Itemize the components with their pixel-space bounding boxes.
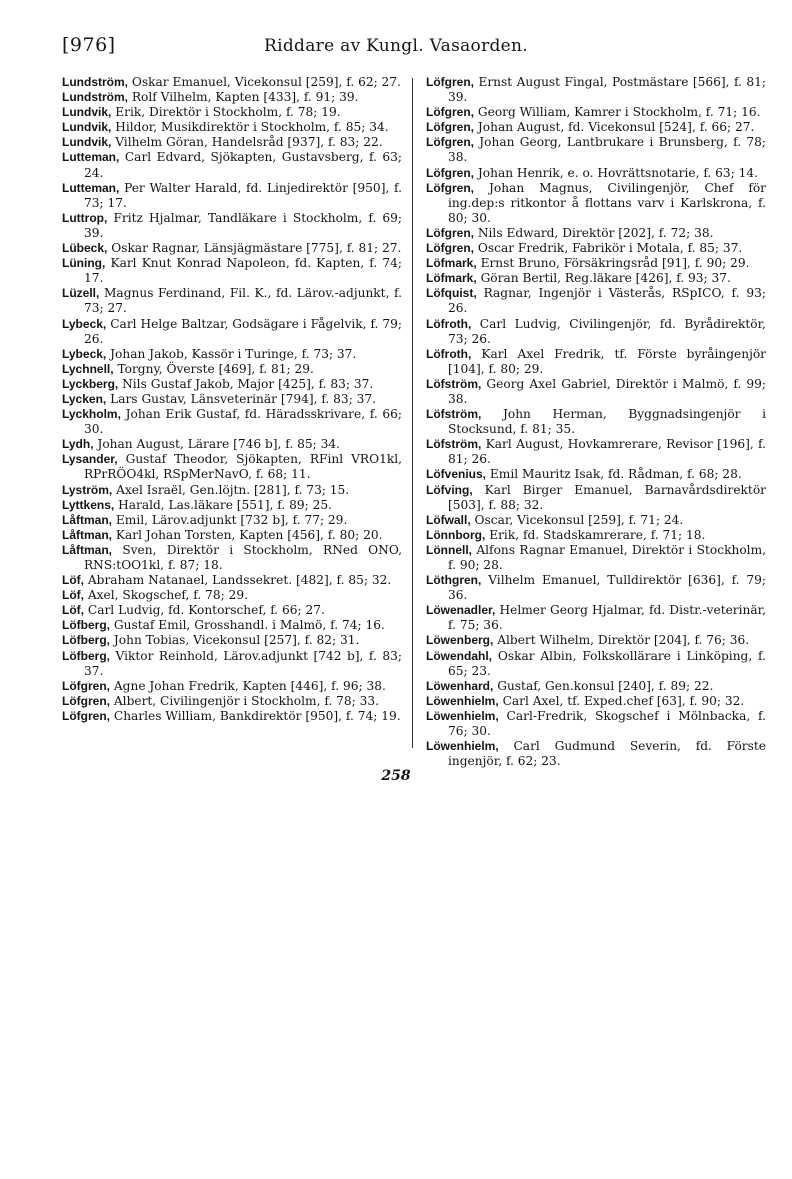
entry-surname: Löwenhielm, [426,739,499,754]
register-entry [426,467,766,482]
entry-details: Magnus Ferdinand, Fil. K., fd. Lärov.-adjunkt, f. 73; 27. [84,286,403,316]
entry-surname: Löfberg, [62,618,110,633]
entry-details: Oskar Ragnar, Länsjägmästare [775], f. 81; 27. [111,241,402,256]
entry-details: Gustaf Theodor, Sjökapten, RFinl VRO1kl, RPrRÖO4kl, RSpMerNavO, f. 68; 11. [84,452,403,482]
entry-surname: Löfgren, [426,165,474,180]
register-entry [426,120,766,135]
entry-surname: Löfgren, [62,678,110,693]
entry-surname: Löwenadler, [426,603,496,618]
entry-details: John Herman, Byggnadsingenjör i Stocksund, f. 81; 35. [448,407,767,437]
entry-surname: Lysander, [62,452,118,467]
entry-details: Karl Birger Emanuel, Barnavårdsdirektör [503], f. 88; 32. [448,482,766,512]
entry-details: Carl Axel, tf. Exped.chef [63], f. 90; 32. [502,693,745,708]
entry-details: Harald, Las.läkare [551], f. 89; 25. [118,497,332,512]
entry-details: Göran Bertil, Reg.läkare [426], f. 93; 37. [480,271,731,286]
entry-details: Karl Johan Torsten, Kapten [456], f. 80; 20. [115,527,383,542]
entry-details: Axel, Skogschef, f. 78; 29. [87,588,248,603]
entry-details: Vilhelm Göran, Handelsråd [937], f. 83; 22. [115,135,383,150]
entry-details: Johan Henrik, e. o. Hovrättsnotarie, f. 63; 14. [477,165,759,180]
register-entry [426,739,766,769]
entry-surname: Låftman, [62,527,113,542]
register-entry [426,271,766,286]
entry-surname: Löfström, [426,407,482,422]
entry-details: Ernst August Fingal, Postmästare [566], f. 81; 39. [448,75,767,105]
register-entry [426,603,766,633]
register-entry [62,649,402,679]
entry-surname: Lycken, [62,391,107,406]
entry-details: Hildor, Musikdirektör i Stockholm, f. 85; 34. [115,120,389,135]
entry-details: Carl Gudmund Severin, fd. Förste ingenjör, f. 62; 23. [448,739,766,769]
register-entry [426,649,766,679]
entry-surname: Löwendahl, [426,648,492,663]
register-entry [426,694,766,709]
entry-surname: Löwenhielm, [426,693,499,708]
right-column [426,75,766,769]
entry-details: Rolf Vilhelm, Kapten [433], f. 91; 39. [131,90,359,105]
entry-surname: Löfquist, [426,286,477,301]
entry-surname: Lundvik, [62,135,112,150]
entry-surname: Lundström, [62,75,128,89]
entry-surname: Löfving, [426,482,473,497]
entry-surname: Lyckberg, [62,376,119,391]
entry-details: Agne Johan Fredrik, Kapten [446], f. 96; 38. [113,678,386,693]
entry-details: Sven, Direktör i Stockholm, RNed ONO, RNS:tOO1kl, f. 87; 18. [84,542,402,572]
register-entry [62,407,402,437]
entry-details: Oscar, Vicekonsul [259], f. 71; 24. [474,512,684,527]
register-entry [426,377,766,407]
entry-details: Oscar Fredrik, Fabrikör i Motala, f. 85; 37. [477,241,743,256]
entry-surname: Löwenberg, [426,633,494,648]
entry-details: Helmer Georg Hjalmar, fd. Distr.-veterinär, f. 75; 36. [448,603,767,633]
register-entry [426,573,766,603]
entry-details: Vilhelm Emanuel, Tulldirektör [636], f. 79; 36. [448,573,767,603]
entry-details: Ernst Bruno, Försäkringsråd [91], f. 90; 29. [480,256,750,271]
entry-surname: Lundvik, [62,105,112,120]
entry-details: Karl Knut Konrad Napoleon, fd. Kapten, f. 74; 17. [84,256,403,286]
register-entry [62,75,402,90]
entry-details: Georg Axel Gabriel, Direktör i Malmö, f. 99; 38. [448,376,767,406]
register-entry [426,256,766,271]
entry-surname: Löfberg, [62,648,110,663]
entry-surname: Lybeck, [62,346,107,361]
register-entry [62,603,402,618]
register-entry [426,513,766,528]
entry-details: Fritz Hjalmar, Tandläkare i Stockholm, f. 69; 39. [84,210,402,240]
entry-details: Georg William, Kamrer i Stockholm, f. 71; 16. [477,105,761,120]
register-entry [62,618,402,633]
register-entry [426,543,766,573]
entry-surname: Lyckholm, [62,407,121,422]
entry-details: Nils Gustaf Jakob, Major [425], f. 83; 37. [122,376,374,391]
register-entry [62,286,402,316]
entry-details: John Tobias, Vicekonsul [257], f. 82; 31. [113,633,360,648]
register-entry [62,543,402,573]
register-entry [62,317,402,347]
entry-details: Oskar Emanuel, Vicekonsul [259], f. 62; 27. [131,75,401,89]
register-entry [426,317,766,347]
entry-details: Emil, Lärov.adjunkt [732 b], f. 77; 29. [115,512,348,527]
register-entry [62,452,402,482]
register-entry [426,633,766,648]
entry-surname: Löwenhielm, [426,708,499,723]
running-title: Riddare av Kungl. Vasaorden. [264,36,528,56]
entry-details: Johan Jakob, Kassör i Turinge, f. 73; 37. [110,346,357,361]
register-entry [426,166,766,181]
entry-surname: Löfwall, [426,512,471,527]
register-entry [62,241,402,256]
entry-surname: Lönnell, [426,542,472,557]
left-column [62,75,402,724]
entry-details: Oskar Albin, Folkskollärare i Linköping, f. 65; 23. [448,648,766,678]
entry-surname: Löfgren, [426,120,474,135]
entry-surname: Lönnborg, [426,527,486,542]
entry-details: Erik, fd. Stadskamrerare, f. 71; 18. [489,527,706,542]
page-number: [976] [62,34,116,56]
entry-surname: Lyström, [62,482,113,497]
register-entry [426,75,766,105]
register-entry [62,377,402,392]
entry-details: Johan August, Lärare [746 b], f. 85; 34. [97,437,340,452]
entry-details: Karl August, Hovkamrerare, Revisor [196], f. 81; 26. [448,437,766,467]
register-entry [426,241,766,256]
register-entry [62,679,402,694]
register-entry [426,135,766,165]
entry-details: Axel Israël, Gen.löjtn. [281], f. 73; 15. [116,482,350,497]
entry-surname: Låftman, [62,512,113,527]
entry-surname: Lydh, [62,437,94,452]
entry-surname: Löfgren, [426,75,474,89]
entry-details: Carl Helge Baltzar, Godsägare i Fågelvik, f. 79; 26. [84,316,402,346]
entry-surname: Lutteman, [62,180,120,195]
entry-details: Albert, Civilingenjör i Stockholm, f. 78; 33. [113,693,380,708]
register-entry [62,90,402,105]
entry-details: Lars Gustav, Länsveterinär [794], f. 83; 37. [110,391,377,406]
register-entry [426,679,766,694]
entry-surname: Löfroth, [426,316,472,331]
entry-surname: Löfgren, [62,693,110,708]
entry-surname: Löfmark, [426,271,477,286]
entry-details: Gustaf, Gen.konsul [240], f. 89; 22. [497,678,714,693]
register-entry [426,528,766,543]
entry-details: Johan August, fd. Vicekonsul [524], f. 66; 27. [477,120,755,135]
entry-surname: Lundvik, [62,120,112,135]
entry-surname: Lundström, [62,90,128,105]
entry-surname: Lübeck, [62,241,108,256]
entry-surname: Löf, [62,573,84,588]
entry-surname: Lychnell, [62,361,114,376]
register-entry [426,437,766,467]
entry-surname: Löfgren, [426,241,474,256]
entry-surname: Lutteman, [62,150,120,165]
register-entry [62,694,402,709]
entry-details: Charles William, Bankdirektör [950], f. 74; 19. [113,708,401,723]
entry-details: Alfons Ragnar Emanuel, Direktör i Stockholm, f. 90; 28. [448,542,766,572]
register-entry [62,392,402,407]
entry-details: Viktor Reinhold, Lärov.adjunkt [742 b], f. 83; 37. [84,648,402,678]
entry-surname: Lüning, [62,256,106,271]
register-entry [426,286,766,316]
entry-surname: Låftman, [62,542,113,557]
entry-surname: Löfström, [426,437,482,452]
register-entry [62,633,402,648]
register-entry [62,498,402,513]
entry-details: Johan Magnus, Civilingenjör, Chef för ing.dep:s ritkontor å flottans varv i Karlskrona, f. 80; 30. [448,180,767,225]
entry-details: Nils Edward, Direktör [202], f. 72; 38. [477,225,714,240]
entry-surname: Löfgren, [62,708,110,723]
register-entry [62,135,402,150]
register-entry [62,150,402,180]
entry-surname: Löfmark, [426,256,477,271]
register-entry [62,709,402,724]
entry-surname: Löwenhard, [426,678,494,693]
entry-details: Torgny, Överste [469], f. 81; 29. [117,361,314,376]
entry-surname: Löfgren, [426,225,474,240]
entry-surname: Löfvenius, [426,467,487,482]
register-entry [426,226,766,241]
entry-surname: Löfgren, [426,180,474,195]
entry-details: Carl Ludvig, fd. Kontorschef, f. 66; 27. [87,603,325,618]
entry-surname: Luttrop, [62,210,108,225]
entry-details: Johan Erik Gustaf, fd. Häradsskrivare, f. 66; 30. [84,407,402,437]
entry-surname: Löf, [62,603,84,618]
entry-surname: Lybeck, [62,316,107,331]
entry-details: Per Walter Harald, fd. Linjedirektör [950], f. 73; 17. [84,180,402,210]
entry-details: Emil Mauritz Isak, fd. Rådman, f. 68; 28. [489,467,742,482]
entry-surname: Lyttkens, [62,497,115,512]
entry-details: Abraham Natanael, Landssekret. [482], f. 85; 32. [87,573,392,588]
register-entry [426,347,766,377]
entry-surname: Löf, [62,588,84,603]
entry-surname: Löfgren, [426,105,474,120]
register-entry [62,588,402,603]
register-entry [62,181,402,211]
entry-details: Ragnar, Ingenjör i Västerås, RSpICO, f. 93; 26. [448,286,767,316]
entry-surname: Lüzell, [62,286,100,301]
entry-surname: Löfberg, [62,633,110,648]
register-entry [62,347,402,362]
register-entry [426,483,766,513]
register-entry [62,362,402,377]
register-entry [62,437,402,452]
entry-surname: Löthgren, [426,573,482,588]
footer-page-number: 258 [381,768,411,784]
entry-details: Karl Axel Fredrik, tf. Förste byråingenjör [104], f. 80; 29. [448,346,767,376]
entry-surname: Löfström, [426,376,482,391]
register-entry [62,256,402,286]
register-entry [62,120,402,135]
register-entry [426,181,766,226]
register-entry [62,105,402,120]
register-entry [62,513,402,528]
entry-details: Erik, Direktör i Stockholm, f. 78; 19. [115,105,341,120]
register-entry [62,211,402,241]
entry-details: Gustaf Emil, Grosshandl. i Malmö, f. 74; 16. [113,618,385,633]
register-entry [62,528,402,543]
entry-details: Carl-Fredrik, Skogschef i Mölnbacka, f. 76; 30. [448,708,766,739]
register-entry [426,407,766,437]
entry-details: Carl Ludvig, Civilingenjör, fd. Byrådirektör, 73; 26. [448,316,767,346]
entry-details: Carl Edvard, Sjökapten, Gustavsberg, f. 63; 24. [84,150,403,180]
entry-details: Albert Wilhelm, Direktör [204], f. 76; 36. [497,633,750,648]
column-divider [412,78,413,748]
register-entry [426,105,766,120]
entry-surname: Löfgren, [426,135,474,150]
register-entry [62,573,402,588]
entry-details: Johan Georg, Lantbrukare i Brunsberg, f. 78; 38. [448,135,766,165]
register-entry [62,483,402,498]
entry-surname: Löfroth, [426,346,472,361]
register-entry [426,709,766,739]
